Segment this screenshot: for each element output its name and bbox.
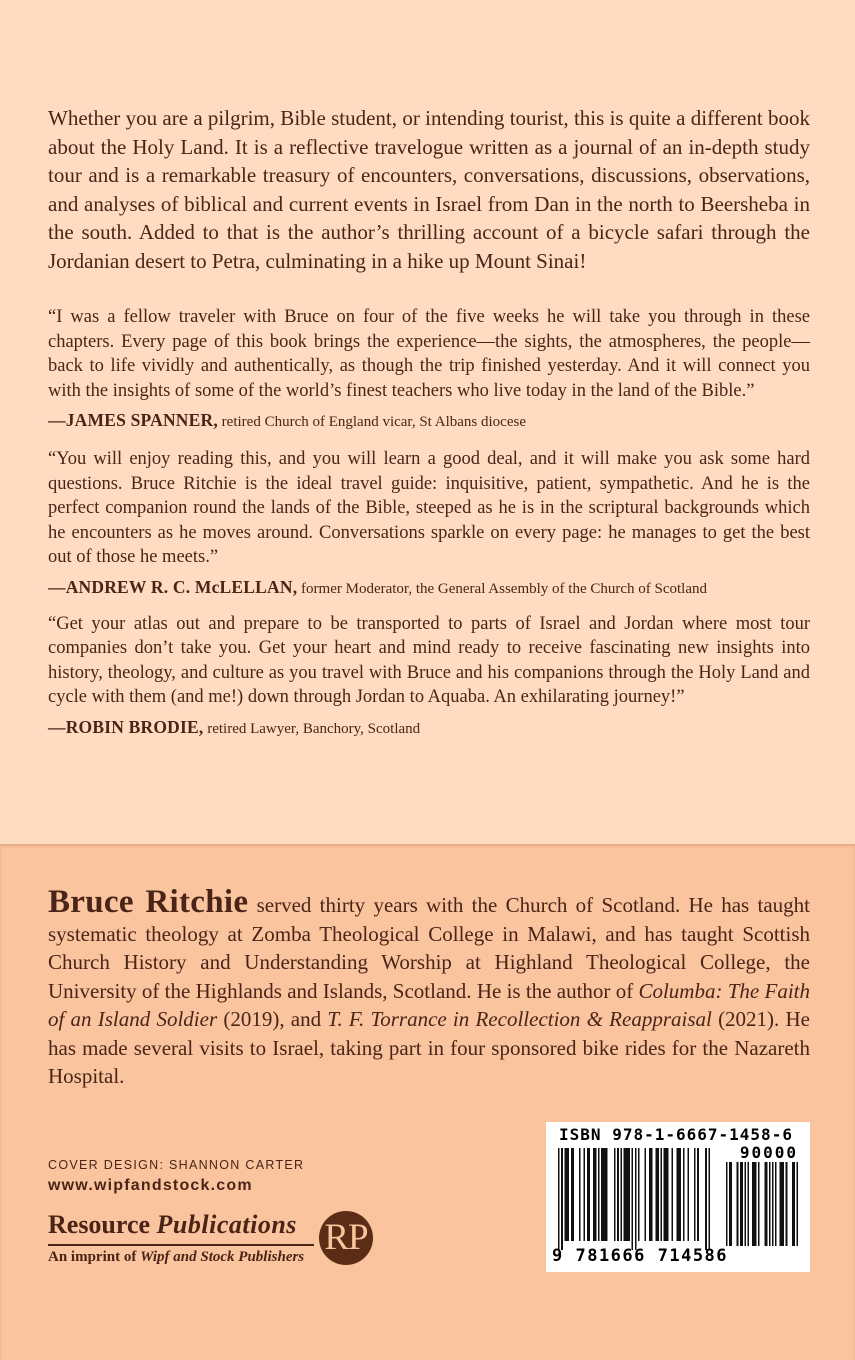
- testimonial-quote: “I was a fellow traveler with Bruce on four of the five weeks he will take you through in these chapters. Every page of this book brings the experience—the sights, the atmospheres, the people—back to life vividly and authentically, as though the trip finished yesterday. And it will connect you with the insights of some of the world’s finest teachers who live today in the land of the Bible.”: [48, 307, 810, 401]
- imprint-name-italic: Publications: [156, 1210, 297, 1239]
- bio-text: served thirty years with the Church of Scotland. He has taught systematic theology at Zomba Theological College in Malawi, and has taught Scottish Church History and Understanding Worship at Highland Theological College, the University of the Highlands and Islands, Scotland. He is the author of: [48, 893, 810, 1003]
- attribution-role: former Moderator, the General Assembly of the Church of Scotland: [297, 580, 707, 597]
- rp-monogram-badge: [319, 1211, 373, 1265]
- ean13-barcode: [558, 1148, 710, 1250]
- bio-text: (2021). He has made several visits to Israel, taking part in four sponsored bike rides for the Nazareth Hospital.: [48, 1007, 811, 1088]
- testimonial-quote: “Get your atlas out and prepare to be transported to parts of Israel and Jordan where most tour companies don’t take you. Get your heart and mind ready to receive fascinating new insights into history, theology, and culture as you travel with Bruce and his companions through the Holy Land and cycle with them (and me!) down through Jordan to Aquaba. An exhilarating journey!”: [48, 613, 810, 707]
- isbn-label: ISBN 978-1-6667-1458-6: [559, 1125, 793, 1144]
- testimonial-attribution: [48, 409, 810, 433]
- testimonial-attribution: [48, 716, 810, 740]
- supplement-code: 90000: [739, 1143, 798, 1162]
- barcode-digits: 9 781666 714586: [552, 1246, 729, 1266]
- imprint-name-roman: Resource: [48, 1210, 157, 1239]
- testimonial-quote: “You will enjoy reading this, and you will learn a good deal, and it will make you ask some hard questions. Bruce Ritchie is the ideal travel guide: inquisitive, patient, sympathetic. And he is the perfect companion round the lands of the Bible, steeped as he is in the scriptural backgrounds which he encounters as he moves around. Conversations sparkle on every page: he manages to get the best out of those he meets.”: [48, 449, 810, 567]
- ean5-barcode: [726, 1162, 798, 1246]
- intro-paragraph: Whether you are a pilgrim, Bible student, or intending tourist, this is quite a different book about the Holy Land. It is a reflective travelogue written as a journal of an in-depth study tour and is a remarkable treasury of encounters, conversations, discussions, observations, and analyses of biblical and current events in Israel from Dan in the north to Beersheba in the south. Added to that is the author’s thrilling account of a bicycle safari through the Jordanian desert to Petra, culminating in a hike up Mount Sinai!: [48, 106, 810, 273]
- bio-seg-italic: Columba: The Faith of an Island Soldier: [48, 978, 810, 1031]
- attribution-role: retired Lawyer, Banchory, Scotland: [203, 720, 421, 737]
- imprint-logo: [48, 1210, 314, 1266]
- testimonial-attribution: [48, 576, 810, 600]
- attribution-name: —ROBIN BRODIE,: [48, 716, 204, 737]
- testimonial-block: [48, 447, 810, 600]
- cover-design-credit: COVER DESIGN: SHANNON CARTER: [48, 1158, 305, 1172]
- author-bio-paragraph: [48, 884, 811, 1091]
- testimonial-block: [48, 305, 810, 433]
- attribution-role: retired Church of England vicar, St Albans diocese: [217, 414, 526, 430]
- barcode-panel: [546, 1122, 810, 1272]
- imprint-tagline-prefix: An imprint of: [48, 1249, 141, 1265]
- bio-text: (2019), and: [217, 1007, 328, 1031]
- testimonial-block: [48, 612, 810, 740]
- rp-monogram-text: RP: [324, 1217, 368, 1258]
- bio-seg-italic: T. F. Torrance in Recollection & Reappraisal: [327, 1007, 712, 1031]
- imprint-tagline: [48, 1249, 314, 1266]
- attribution-name: —ANDREW R. C. McLELLAN,: [48, 576, 298, 597]
- imprint-tagline-publisher: Wipf and Stock Publishers: [140, 1249, 305, 1265]
- imprint-name: [48, 1210, 314, 1246]
- author-panel: [0, 844, 855, 1360]
- publisher-website-url: www.wipfandstock.com: [48, 1177, 253, 1194]
- bio-seg-name: Bruce Ritchie: [48, 884, 249, 920]
- attribution-name: —JAMES SPANNER,: [48, 410, 218, 430]
